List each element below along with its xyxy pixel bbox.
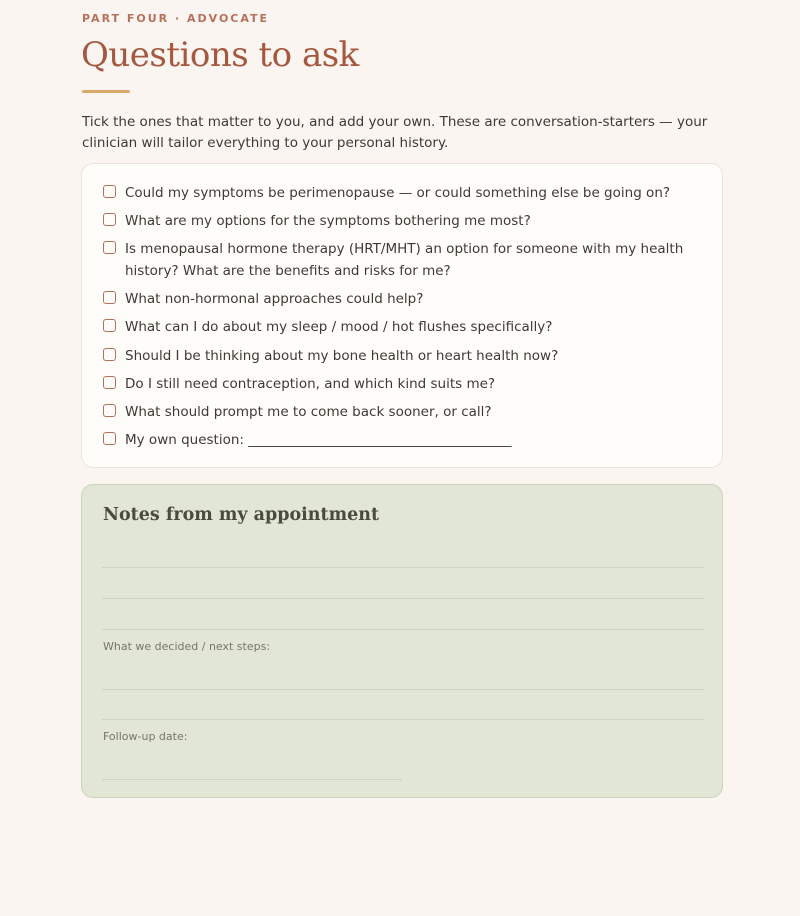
- section-eyebrow: PART FOUR · ADVOCATE: [82, 12, 270, 25]
- question-item[interactable]: [103, 182, 693, 204]
- question-checkbox[interactable]: [103, 291, 116, 304]
- followup-date-line[interactable]: [102, 779, 402, 780]
- note-line[interactable]: [102, 689, 704, 690]
- intro-text: Tick the ones that matter to you, and add your own. These are conversation-starters — your clinician will tailor everything to your personal history.: [82, 114, 708, 151]
- notes-title: Notes from my appointment: [103, 505, 380, 525]
- question-checkbox[interactable]: [103, 319, 116, 332]
- question-item-own[interactable]: [103, 429, 693, 451]
- questions-card: [81, 163, 723, 468]
- note-line[interactable]: [102, 719, 704, 720]
- followup-label: Follow-up date:: [103, 730, 188, 743]
- question-text: Could my symptoms be perimenopause — or could something else be going on?: [125, 185, 671, 201]
- question-checkbox[interactable]: [103, 241, 116, 254]
- question-item[interactable]: [103, 288, 693, 310]
- note-line[interactable]: [102, 598, 704, 599]
- decided-label: What we decided / next steps:: [103, 640, 271, 653]
- question-item[interactable]: [103, 316, 693, 338]
- page-title: Questions to ask: [81, 35, 359, 75]
- note-line[interactable]: [102, 629, 704, 630]
- title-underline: [82, 90, 130, 93]
- question-item[interactable]: [103, 210, 693, 232]
- question-text: Do I still need contraception, and which kind suits me?: [125, 376, 496, 392]
- question-checkbox[interactable]: [103, 404, 116, 417]
- question-text: Is menopausal hormone therapy (HRT/MHT) an option for someone with my health history? What are the benefits and risks for me?: [125, 241, 684, 279]
- notes-card: [81, 484, 723, 798]
- own-question-text: My own question: _______________________________________: [125, 432, 512, 448]
- question-text: What can I do about my sleep / mood / hot flushes specifically?: [125, 319, 553, 335]
- question-item[interactable]: [103, 345, 693, 367]
- question-checkbox[interactable]: [103, 376, 116, 389]
- question-checkbox[interactable]: [103, 213, 116, 226]
- question-item[interactable]: [103, 373, 693, 395]
- question-checkbox[interactable]: [103, 348, 116, 361]
- question-checkbox[interactable]: [103, 432, 116, 445]
- note-line[interactable]: [102, 567, 704, 568]
- question-item[interactable]: [103, 238, 693, 282]
- question-text: Should I be thinking about my bone health or heart health now?: [125, 348, 559, 364]
- question-text: What are my options for the symptoms bothering me most?: [125, 213, 531, 229]
- question-item[interactable]: [103, 401, 693, 423]
- question-checkbox[interactable]: [103, 185, 116, 198]
- question-text: What should prompt me to come back sooner, or call?: [125, 404, 492, 420]
- question-text: What non-hormonal approaches could help?: [125, 291, 424, 307]
